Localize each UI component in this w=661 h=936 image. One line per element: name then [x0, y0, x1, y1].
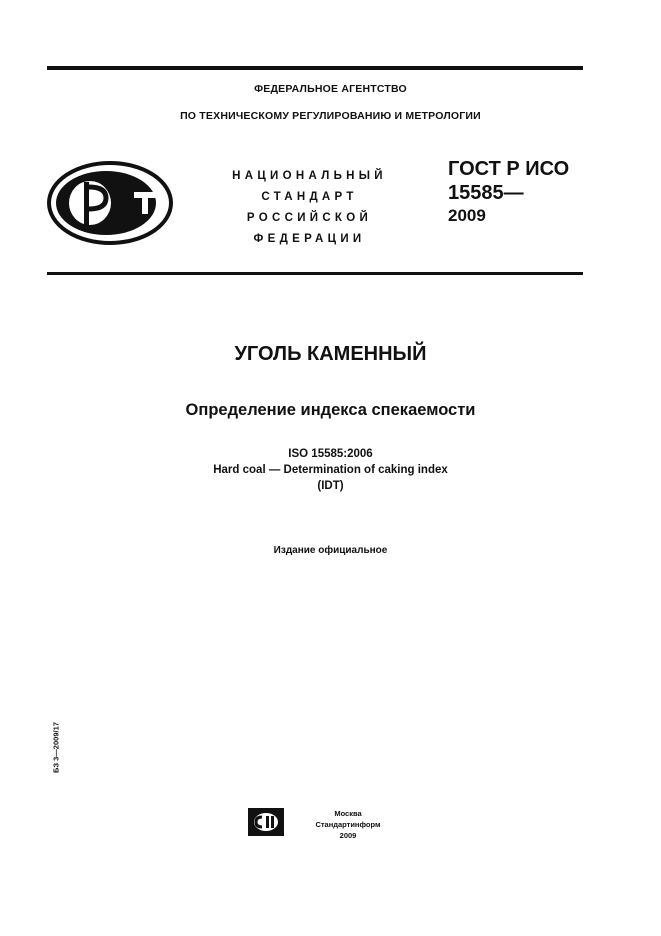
iso-idt: (IDT)	[317, 480, 344, 492]
iso-english-title: Hard coal — Determination of caking index	[213, 464, 448, 476]
designation-year: 2009	[448, 206, 486, 225]
side-note: БЗ 3—2009/17	[51, 722, 61, 773]
publisher-year: 2009	[339, 831, 357, 840]
standard-type-line2: СТАНДАРТ	[261, 191, 358, 203]
standard-type-line3: РОССИЙСКОЙ	[246, 212, 373, 224]
agency-name-line2: ПО ТЕХНИЧЕСКОМУ РЕГУЛИРОВАНИЮ И МЕТРОЛОГИИ	[180, 110, 481, 122]
iso-number: ISO 15585:2006	[288, 448, 373, 460]
document-subtitle: Определение индекса спекаемости	[185, 401, 476, 419]
standard-type-line4: ФЕДЕРАЦИИ	[253, 233, 366, 245]
standartinform-logo-icon	[247, 807, 285, 837]
iso-reference	[0, 446, 661, 494]
publisher-name: Стандартинформ	[315, 820, 381, 829]
rst-certification-logo-icon	[46, 160, 174, 246]
agency-name-line1: ФЕДЕРАЛЬНОЕ АГЕНТСТВО	[254, 83, 407, 95]
edition-label: Издание официальное	[273, 545, 388, 556]
publisher-info	[303, 808, 393, 841]
publisher-city: Москва	[334, 809, 362, 818]
designation-line1: ГОСТ Р ИСО	[448, 158, 570, 180]
standard-type	[212, 166, 407, 250]
document-title: УГОЛЬ КАМЕННЫЙ	[234, 343, 427, 365]
standard-type-line1: НАЦИОНАЛЬНЫЙ	[232, 170, 387, 182]
designation-line2: 15585—	[448, 182, 524, 204]
middle-divider	[47, 272, 583, 275]
standard-designation	[448, 157, 569, 227]
top-divider	[47, 66, 583, 70]
